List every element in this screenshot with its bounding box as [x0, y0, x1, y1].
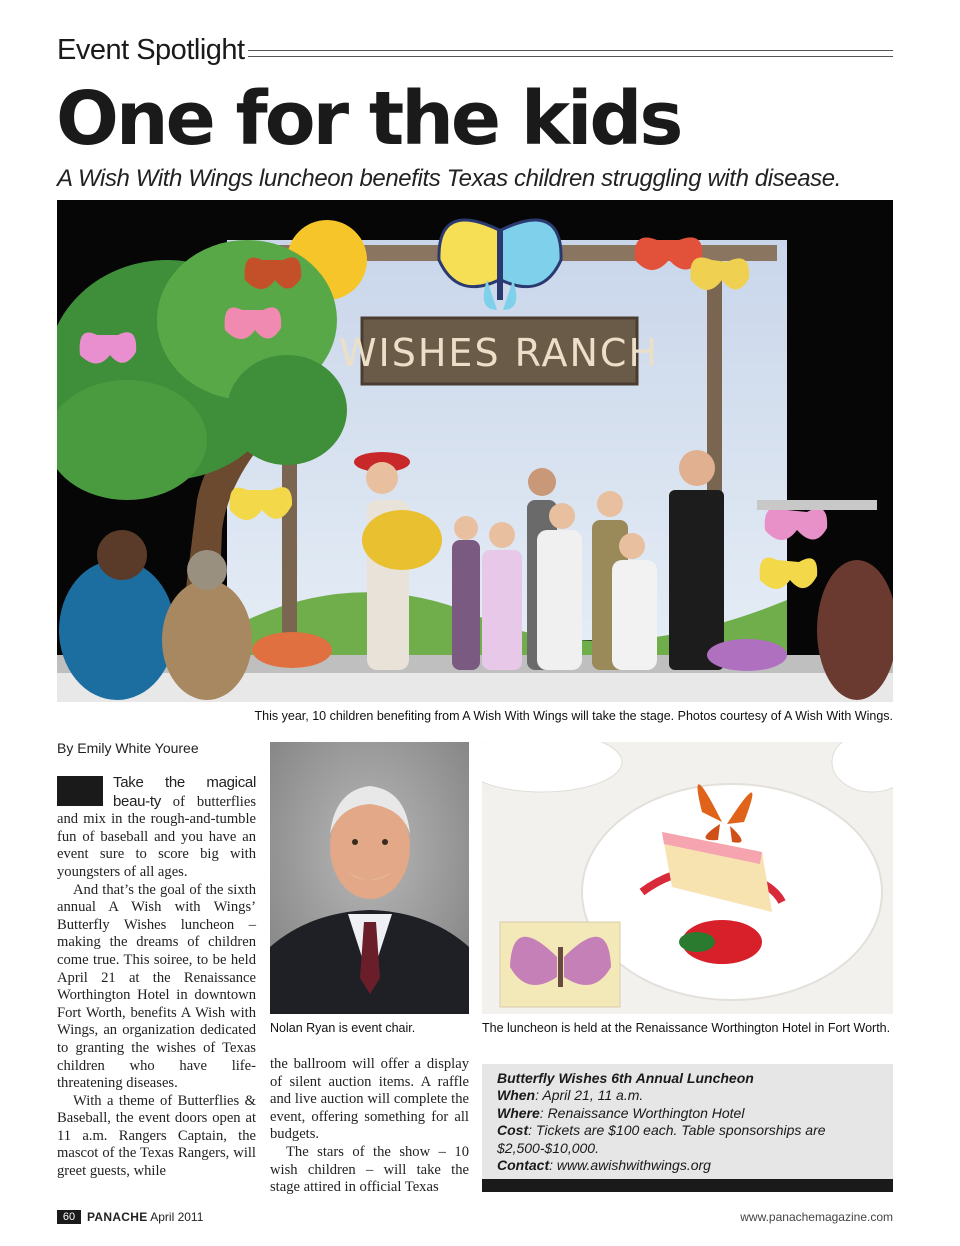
- main-photo-caption: This year, 10 children benefiting from A Wish With Wings will take the stage. Photos courtesy of A Wish With Wings.: [254, 709, 893, 723]
- contact-link[interactable]: : www.awishwithwings.org: [549, 1157, 711, 1174]
- footer-url[interactable]: www.panachemagazine.com: [740, 1210, 893, 1224]
- article-column-2: [270, 1056, 469, 1197]
- where-value: : Renaissance Worthington Hotel: [539, 1104, 745, 1121]
- portrait-photo: [270, 742, 469, 1014]
- drop-box: [57, 776, 103, 806]
- contact-label: Contact: [497, 1157, 550, 1174]
- magazine-name: PANACHE: [87, 1210, 148, 1224]
- portrait-caption: Nolan Ryan is event chair.: [270, 1021, 416, 1035]
- paragraph-1: of butterflies and mix in the rough-and-tumble fun of baseball and you have an event sure to score big with youngsters of all ages.: [57, 793, 256, 880]
- when-value: : April 21, 11 a.m.: [535, 1087, 644, 1104]
- wishes-ranch-sign: WISHES RANCH: [338, 331, 660, 375]
- paragraph-3: With a theme of Butterflies & Baseball, the event doors open at 11 a.m. Rangers Captain, the mascot of the Texas Rangers, will greet guests, while: [57, 1092, 256, 1180]
- paragraph-5: The stars of the show – 10 wish children – will take the stage attired in official Texas: [270, 1143, 469, 1196]
- info-box-bar: [482, 1179, 893, 1192]
- when-label: When: [497, 1087, 536, 1104]
- lead-in: Take the magical beau-ty: [113, 774, 256, 810]
- main-photo: [57, 200, 893, 702]
- where-label: Where: [497, 1104, 540, 1121]
- article-column-1: [57, 774, 256, 1181]
- dessert-photo: [482, 742, 893, 1014]
- section-label: Event Spotlight: [57, 34, 245, 66]
- headline: One for the kids: [56, 76, 681, 162]
- deck: A Wish With Wings luncheon benefits Texas children struggling with disease.: [57, 165, 841, 192]
- footer-magazine: [87, 1210, 203, 1224]
- paragraph-4: the ballroom will offer a display of silent auction items. A raffle and live auction will complete the event, offering something for all budgets.: [270, 1056, 469, 1143]
- paragraph-2: And that’s the goal of the sixth annual A Wish with Wings’ Butterfly Wishes luncheon – making the dreams of children come true. This soiree, to be held April 21 at the Renaissance Worthington Hotel in downtown Fort Worth, benefits A Wish with Wings, an organization dedicated to granting the wishes of Texas children who have life-threatening diseases.: [57, 881, 256, 1092]
- section-rule: [248, 50, 893, 57]
- issue-date: April 2011: [150, 1210, 204, 1224]
- event-info-box: [482, 1064, 893, 1179]
- dessert-caption: The luncheon is held at the Renaissance Worthington Hotel in Fort Worth.: [482, 1021, 891, 1035]
- cost-label: Cost: [497, 1122, 529, 1139]
- byline: By Emily White Youree: [57, 740, 199, 756]
- page-number: 60: [57, 1210, 81, 1224]
- event-title: Butterfly Wishes 6th Annual Luncheon: [497, 1070, 754, 1086]
- cost-value: : Tickets are $100 each. Table sponsorships are $2,500-$10,000.: [497, 1122, 826, 1156]
